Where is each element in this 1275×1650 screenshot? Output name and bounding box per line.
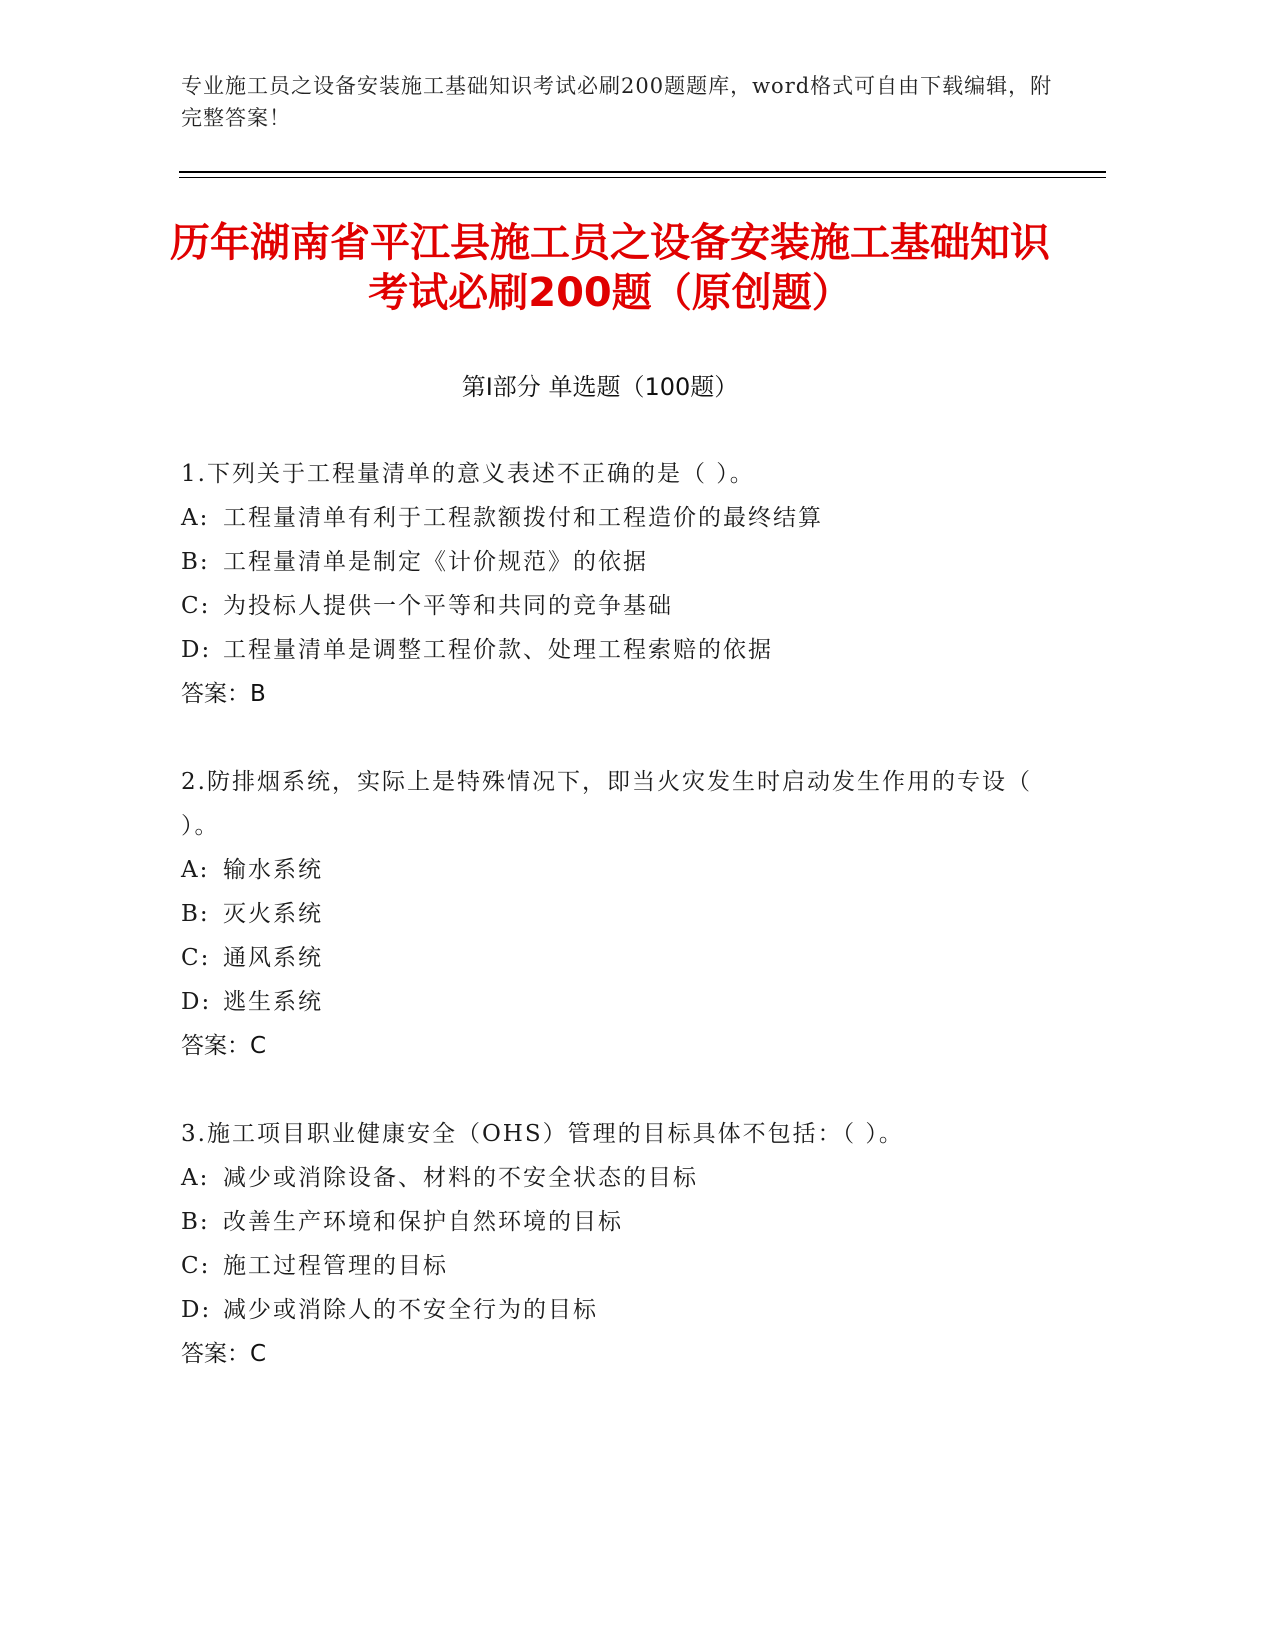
option-text: 工程量清单是调整工程价款、处理工程索赔的依据: [223, 637, 773, 663]
question-stem: 1.下列关于工程量清单的意义表述不正确的是（ ）。: [181, 461, 755, 487]
option-c: [181, 584, 1041, 628]
option-c: [181, 1244, 1041, 1288]
option-b: [181, 892, 1041, 936]
option-text: 灭火系统: [223, 901, 323, 927]
question-3: [181, 1112, 1041, 1376]
option-key: D:: [181, 1297, 212, 1323]
document-title: 历年湖南省平江县施工员之设备安装施工基础知识考试必刷200题（原创题）: [170, 220, 1050, 316]
option-key: C:: [181, 945, 211, 971]
option-text: 为投标人提供一个平等和共同的竞争基础: [223, 593, 673, 619]
option-d: [181, 980, 1041, 1024]
answer-line: 答案：B: [181, 681, 266, 707]
option-text: 通风系统: [223, 945, 323, 971]
option-b: [181, 1200, 1041, 1244]
option-key: A:: [181, 857, 210, 883]
option-key: C:: [181, 1253, 211, 1279]
question-1: [181, 452, 1041, 716]
question-2: [181, 760, 1041, 1068]
answer-line: 答案：C: [181, 1341, 267, 1367]
option-b: [181, 540, 1041, 584]
option-key: A:: [181, 1165, 210, 1191]
answer-line: 答案：C: [181, 1033, 267, 1059]
question-list: [181, 452, 1041, 1420]
option-text: 减少或消除人的不安全行为的目标: [223, 1297, 598, 1323]
option-key: D:: [181, 637, 212, 663]
option-key: B:: [181, 1209, 210, 1235]
option-key: C:: [181, 593, 211, 619]
option-a: [181, 496, 1041, 540]
question-stem: 3.施工项目职业健康安全（OHS）管理的目标具体不包括：（ ）。: [181, 1121, 904, 1147]
option-c: [181, 936, 1041, 980]
option-key: B:: [181, 901, 210, 927]
option-d: [181, 1288, 1041, 1332]
option-d: [181, 628, 1041, 672]
option-text: 工程量清单是制定《计价规范》的依据: [223, 549, 648, 575]
option-text: 输水系统: [223, 857, 323, 883]
option-a: [181, 1156, 1041, 1200]
option-key: D:: [181, 989, 212, 1015]
option-key: A:: [181, 505, 210, 531]
option-text: 工程量清单有利于工程款额拨付和工程造价的最终结算: [223, 505, 823, 531]
option-text: 减少或消除设备、材料的不安全状态的目标: [223, 1165, 698, 1191]
option-key: B:: [181, 549, 210, 575]
section-title: 第Ⅰ部分 单选题（100题）: [461, 373, 739, 401]
header-divider-thick: [179, 171, 1106, 173]
header-note: 专业施工员之设备安装施工基础知识考试必刷200题题库，word格式可自由下载编辑，附完整答案！: [181, 74, 1053, 130]
option-text: 施工过程管理的目标: [223, 1253, 448, 1279]
option-text: 逃生系统: [223, 989, 323, 1015]
option-text: 改善生产环境和保护自然环境的目标: [223, 1209, 623, 1235]
question-stem: 2.防排烟系统，实际上是特殊情况下，即当火灾发生时启动发生作用的专设（ ）。: [181, 769, 1032, 839]
header-divider-thin: [179, 177, 1106, 178]
option-a: [181, 848, 1041, 892]
